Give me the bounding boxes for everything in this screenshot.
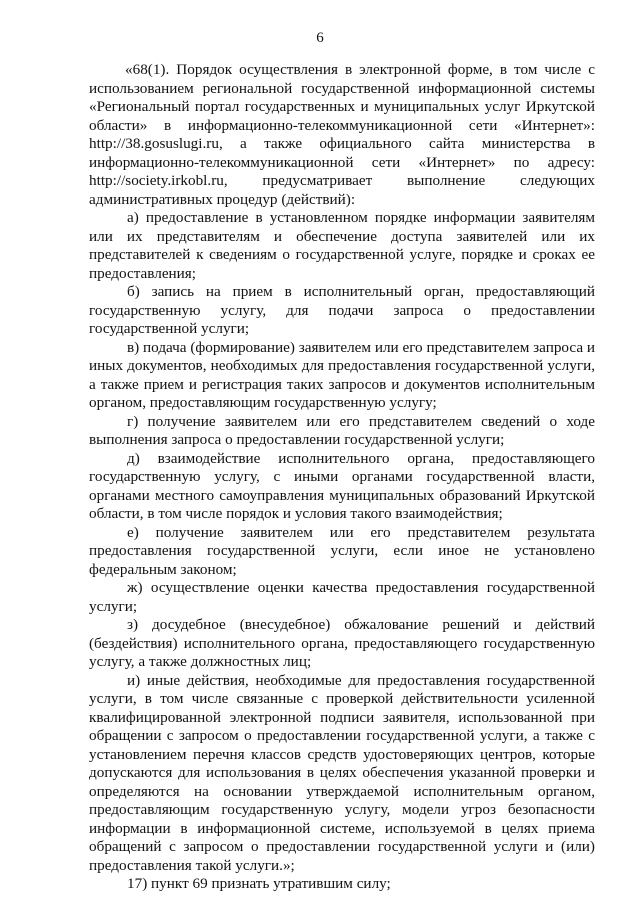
list-item-g: г) получение заявителем или его представителем сведений о ходе выполнения запроса о предоставлении государственной услуги; [89,412,595,448]
document-body [89,61,595,894]
list-item-e: е) получение заявителем или его представителем результата предоставления государственной услуги, если иное не установлено федеральным законом; [89,523,595,578]
list-item-d: д) взаимодействие исполнительного органа, предоставляющего государственную услугу, с иными органами государственной власти, органами местного самоуправления муниципальных образований Иркутской области, в том числе порядок и условия такого взаимодействия; [89,449,595,522]
list-item-i: и) иные действия, необходимые для предоставления государственной услуги, в том числе связанные с проверкой действительности усиленной квалифицированной электронной подписи заявителя, использованной при обращении с запросом о предоставлении государственной услуги, а также с установлением перечня классов средств удостоверяющих центров, которые допускаются для использования в целях обеспечения указанной проверки и определяются на основании утверждаемой исполнительным органом, предоставляющим государственную услугу, модели угроз безопасности информации в информационной системе, используемой в целях приема обращений с запросом о предоставлении государственной услуги и (или) предоставления такой услуги.»; [89,671,595,874]
list-item-zh: ж) осуществление оценки качества предоставления государственной услуги; [89,579,595,615]
page-number: 6 [316,30,324,46]
list-item-v: в) подача (формирование) заявителем или его представителем запроса и иных документов, необходимых для предоставления государственной услуги, а также прием и регистрация таких запросов и документов исполнительным органом, предоставляющим государственную услугу; [89,338,595,411]
paragraph-68-1: «68(1). Порядок осуществления в электронной форме, в том числе с использованием региональной государственной информационной системы «Региональный портал государственных и муниципальных услуг Иркутской области» в информационно-телекоммуникационной сети «Интернет»: http://38.gosuslugi.ru, а также официального сайта министерства в информационно-телекоммуникационной сети «Интернет» по адресу: http://society.irkobl.ru, предусматривает выполнение следующих административных процедур (действий): [89,61,595,208]
list-item-b: б) запись на прием в исполнительный орган, предоставляющий государственную услугу, для подачи запроса о предоставлении государственной услуги; [89,283,595,337]
paragraph-17: 17) пункт 69 признать утратившим силу; [127,875,391,892]
list-item-a: а) предоставление в установленном порядке информации заявителям или их представителям и обеспечение доступа заявителей или их представителей к сведениям о государственной услуге, порядке и сроках ее предоставления; [89,209,595,282]
list-item-z: з) досудебное (внесудебное) обжалование решений и действий (бездействия) исполнительного органа, предоставляющего государственную услугу, а также должностных лиц; [89,616,595,670]
